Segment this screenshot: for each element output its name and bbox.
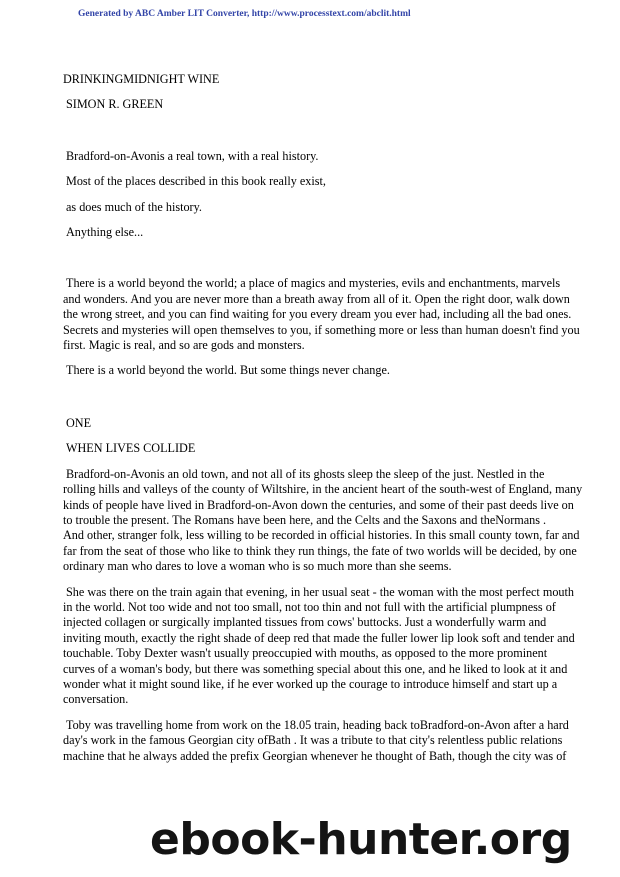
prologue-paragraph-2: There is a world beyond the world. But some things never change. bbox=[66, 363, 390, 378]
prologue-paragraph-1 bbox=[63, 276, 580, 353]
book-title: DRINKINGMIDNIGHT WINE bbox=[63, 72, 220, 86]
text-line: rolling hills and valleys of the county of Wiltshire, in the ancient heart of the south-west of England, many bbox=[63, 482, 583, 497]
document-body bbox=[63, 72, 583, 764]
text-line: machine that he always added the prefix Georgian whenever he thought of Bath, though the city was of bbox=[63, 748, 567, 763]
text-line: Secrets and mysteries will open themselves to you, if something more or less than human doesn't find you bbox=[63, 322, 580, 337]
foreword-line-2: Most of the places described in this book really exist, bbox=[66, 174, 326, 189]
text-line: the wrong street, and you can find waiting for you every dream you ever had, including all the bad ones. bbox=[63, 307, 572, 322]
text-line: first. Magic is real, and so are gods and monsters. bbox=[63, 338, 305, 353]
text-line: inviting mouth, exactly the right shade of deep red that made the fuller lower lip look soft and tender and bbox=[63, 630, 575, 645]
text-line: There is a world beyond the world; a place of magics and mysteries, evils and enchantments, marvels bbox=[66, 276, 561, 291]
text-line: far from the seat of those who like to think they run things, the fate of two worlds will be decided, by one bbox=[63, 543, 577, 558]
foreword-line-4: Anything else... bbox=[66, 225, 144, 240]
foreword-line-1: Bradford-on-Avonis a real town, with a real history. bbox=[66, 148, 319, 163]
text-line: curves of a woman's body, but there was something special about this one, and he liked to look at it and bbox=[63, 661, 568, 676]
text-line: conversation. bbox=[63, 692, 129, 707]
text-line: She was there on the train again that evening, in her usual seat - the woman with the most perfect mouth bbox=[66, 584, 575, 599]
text-line: kinds of people have lived in Bradford-on-Avon down the centuries, and some of their past deeds live on bbox=[63, 497, 574, 512]
text-line: day's work in the famous Georgian city ofBath . It was a tribute to that city's relentless public relations bbox=[63, 733, 563, 748]
text-line: and wonders. And you are never more than a breath away from all of it. Open the right door, walk down bbox=[63, 291, 570, 306]
chapter-paragraph-2 bbox=[63, 584, 575, 708]
text-line: And other, stranger folk, less willing to be recorded in official histories. In this small county town, far and bbox=[63, 528, 580, 543]
text-line: touchable. Toby Dexter wasn't usually preoccupied with mouths, as opposed to the more prominent bbox=[63, 646, 548, 661]
text-line: Toby was travelling home from work on the 18.05 train, heading back toBradford-on-Avon after a hard bbox=[66, 717, 569, 732]
chapter-number: ONE bbox=[66, 415, 92, 430]
text-line: to trouble the present. The Romans have been here, and the Celts and the Saxons and theNormans . bbox=[63, 512, 547, 527]
text-line: Bradford-on-Avonis an old town, and not all of its ghosts sleep the sleep of the just. Nestled in the bbox=[66, 466, 545, 481]
text-line: wonder what it might sound like, if he ever worked up the courage to introduce himself and start up a bbox=[63, 676, 558, 691]
text-line: ordinary man who dares to love a woman who is so much more than she seems. bbox=[63, 559, 452, 574]
text-line: in the world. Not too wide and not too small, not too thin and not full with the artificial plumpness of bbox=[63, 599, 556, 614]
text-line: injected collagen or surgically implanted tissues from cows' buttocks. Just a wonderfully warm and bbox=[63, 615, 547, 630]
foreword-line-3: as does much of the history. bbox=[66, 199, 202, 214]
chapter-title: WHEN LIVES COLLIDE bbox=[66, 441, 196, 456]
chapter-paragraph-3 bbox=[63, 718, 569, 764]
generated-by-link[interactable]: Generated by ABC Amber LIT Converter, http://www.processtext.com/abclit.html bbox=[78, 9, 411, 19]
watermark-logo: ebook-hunter.org bbox=[150, 814, 572, 865]
chapter-paragraph-1 bbox=[63, 466, 583, 575]
book-author: SIMON R. GREEN bbox=[66, 97, 164, 112]
